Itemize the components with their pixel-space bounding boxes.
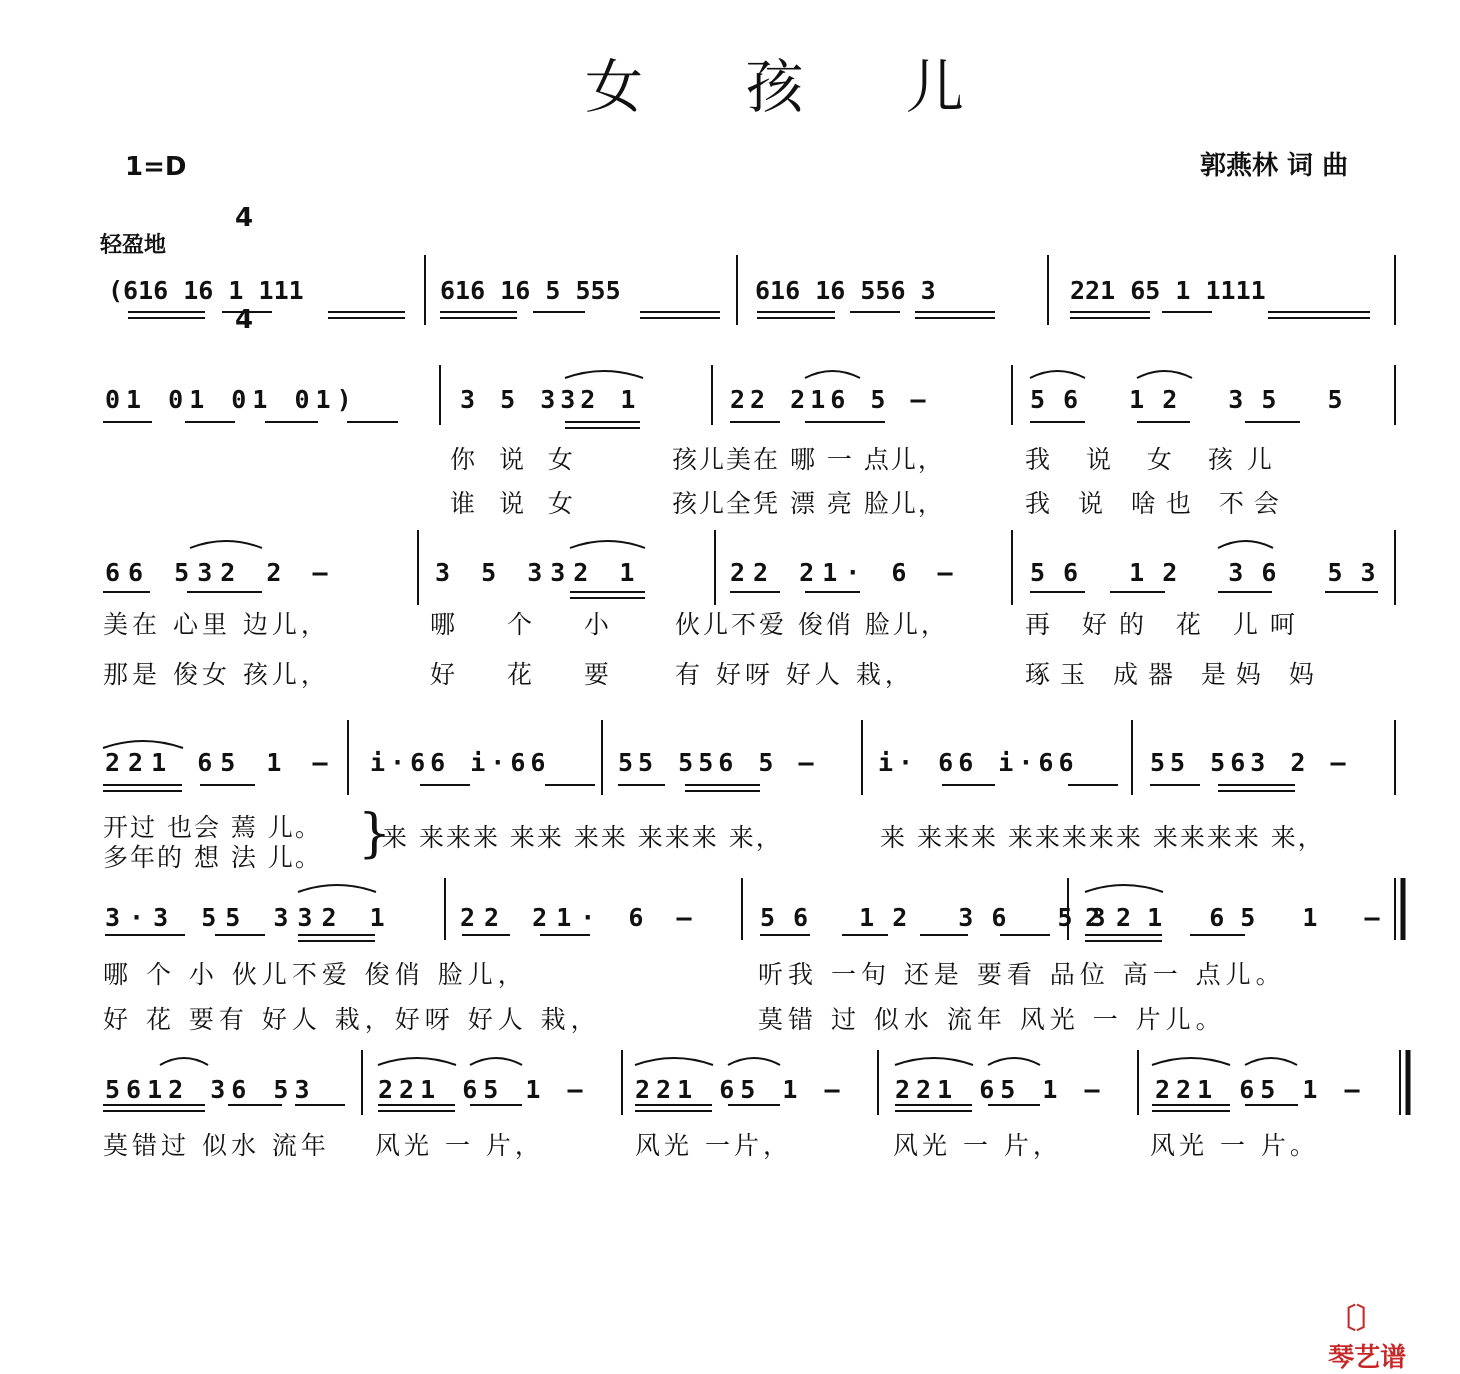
time-signature	[232, 133, 256, 371]
s2-lyric2-c: 我 说 啥也 不会	[1025, 489, 1289, 518]
s5-lyric2-a: 好 花 要有 好人 栽，好呀 好人 栽，	[103, 1005, 601, 1034]
s5-lyric2-b: 莫错 过 似水 流年 风光 一 片儿。	[758, 1005, 1226, 1034]
s6-m5-notes: 221 65 1 —	[1155, 1075, 1366, 1104]
slur	[728, 1058, 780, 1065]
s4-m5-notes: 55 563 2 —	[1150, 748, 1351, 777]
s3-m1-notes: 66 532 2 —	[105, 558, 336, 587]
s4-m3-notes: 55 556 5 —	[618, 748, 819, 777]
s3-m4-notes: 56 12 36 53	[1030, 558, 1394, 587]
logo-icon: 〔〕	[1328, 1302, 1385, 1335]
s6-m3-notes: 221 65 1 —	[635, 1075, 846, 1104]
slur	[635, 1058, 713, 1065]
s3-lyric2-d: 琢玉 成器 是妈 妈	[1025, 660, 1324, 689]
s5-lyric1-b: 听我 一句 还是 要看 品位 高一 点儿。	[758, 960, 1286, 989]
slur	[378, 1058, 456, 1065]
s6-m1-notes: 5612 36 53	[105, 1075, 316, 1104]
slur	[470, 1058, 522, 1065]
s3-lyric1-d: 再 好的 花 儿呵	[1025, 610, 1307, 639]
slur	[103, 741, 183, 748]
s4-m2-notes: i·66 i·66	[370, 748, 551, 777]
s6-m2-notes: 221 65 1 —	[378, 1075, 589, 1104]
s1-m1-notes: (616 16 1 111	[108, 276, 304, 305]
s4-m4-notes: i· 66 i·66	[878, 748, 1079, 777]
s4-m1-notes: 221 65 1 —	[105, 748, 336, 777]
tempo-mark: 轻盈地	[100, 233, 167, 258]
s2-m4-notes: 56 12 35 5	[1030, 385, 1361, 414]
s3-lyric1-b: 哪 个 小	[430, 610, 631, 639]
s3-m3-notes: 22 21· 6 —	[730, 558, 961, 587]
s6-lyric-e: 风光 一 片。	[1150, 1131, 1319, 1160]
s2-m1-notes: 01 01 01 01)	[105, 385, 358, 414]
s4-lyric2-a: 多年的 想 法 儿。	[103, 843, 322, 872]
slur	[190, 541, 262, 548]
slur	[1245, 1058, 1297, 1065]
s5-m2-notes: 22 21· 6 —	[460, 903, 701, 932]
slur	[1152, 1058, 1230, 1065]
s4-lyric1-b: 来 来来来 来来 来来 来来来 来，	[382, 823, 783, 852]
s2-lyric1-c: 我 说 女 孩儿	[1025, 445, 1286, 474]
s6-lyric-c: 风光 一片，	[635, 1131, 792, 1160]
key-signature: 1=D	[125, 152, 187, 182]
slur	[988, 1058, 1040, 1065]
slur	[565, 371, 643, 378]
s3-lyric2-a: 那是 俊女 孩儿，	[103, 660, 330, 689]
s1-m4-notes: 221 65 1 1111	[1070, 276, 1266, 305]
s2-m2-notes: 3 5 332 1	[460, 385, 641, 414]
watermark-text: 琴艺谱	[1328, 1343, 1407, 1373]
s2-lyric1-a: 你 说 女	[450, 445, 581, 474]
song-title: 女 孩 儿	[585, 53, 1006, 121]
s3-m2-notes: 3 5 332 1	[435, 558, 643, 587]
s3-lyric2-b: 好 花 要	[430, 660, 631, 689]
s6-m4-notes: 221 65 1 —	[895, 1075, 1106, 1104]
slur	[895, 1058, 973, 1065]
s2-m3-notes: 22 216 5 —	[730, 385, 931, 414]
slur	[1137, 371, 1192, 378]
s2-lyric2-a: 谁 说 女	[450, 489, 581, 518]
credit: 郭燕林 词 曲	[1200, 151, 1349, 181]
time-signature-bottom: 4	[234, 305, 254, 335]
s3-lyric2-c: 有 好呀 好人 栽，	[675, 660, 914, 689]
s4-lyric1-a: 开过 也会 蔫 儿。	[103, 813, 322, 842]
s4-brace: }	[358, 804, 392, 864]
time-signature-top: 4	[234, 203, 254, 233]
s5-m1-notes: 3·3 55 332 1	[105, 903, 394, 932]
s1-m3-notes: 616 16 556 3	[755, 276, 936, 305]
s1-m2-notes: 616 16 5 555	[440, 276, 621, 305]
s2-lyric1-b: 孩儿美在 哪 一 点儿，	[672, 445, 945, 474]
s5-m4-notes: 221 65 1 —	[1085, 903, 1396, 932]
s6-lyric-d: 风光 一 片，	[893, 1131, 1062, 1160]
slur	[570, 541, 645, 548]
watermark	[1318, 1278, 1406, 1374]
s2-lyric2-b: 孩儿全凭 漂 亮 脸儿，	[672, 489, 945, 518]
s6-lyric-b: 风光 一 片，	[375, 1131, 544, 1160]
slur	[298, 885, 376, 892]
s5-m3-notes: 56 12 36 53	[760, 903, 1124, 932]
s3-lyric1-c: 伙儿不爱 俊俏 脸儿，	[675, 610, 949, 639]
s3-lyric1-a: 美在 心里 边儿，	[103, 610, 330, 639]
slur	[805, 371, 860, 378]
slur	[1030, 371, 1085, 378]
slur	[1085, 885, 1163, 892]
s6-lyric-a: 莫错过 似水 流年	[103, 1131, 330, 1160]
slur	[1218, 541, 1273, 548]
s4-lyric1-c: 来 来来来 来来来来来 来来来来 来，	[880, 823, 1325, 852]
slur	[160, 1058, 208, 1065]
s5-lyric1-a: 哪 个 小 伙儿不爱 俊俏 脸儿，	[103, 960, 528, 989]
